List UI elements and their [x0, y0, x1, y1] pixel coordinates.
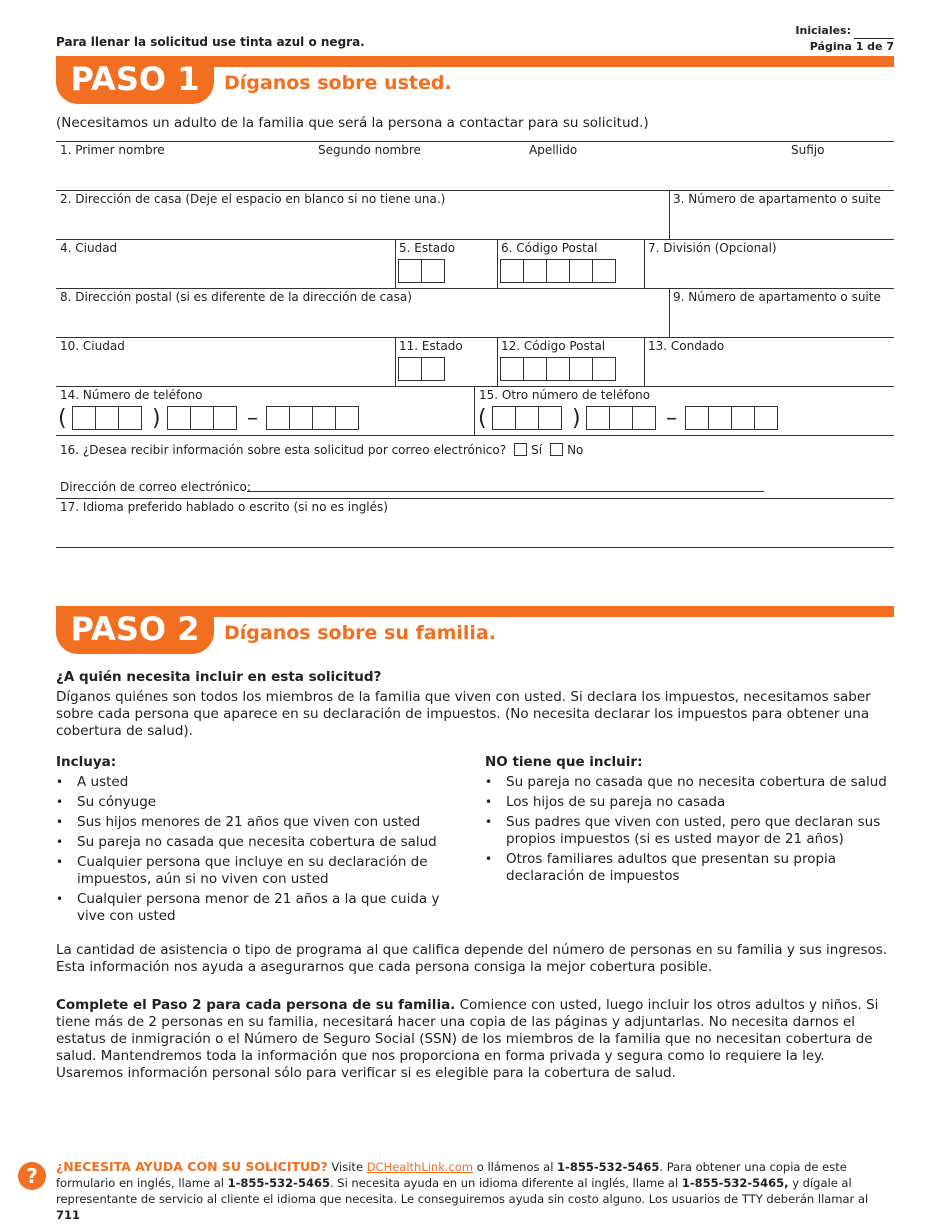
step1-intro: (Necesitamos un adulto de la familia que será la persona a contactar para su solicitud.)	[56, 115, 649, 131]
close-paren: )	[152, 406, 161, 431]
phone-number: 1-855-532-5465	[227, 1176, 330, 1190]
email-question-text: 16. ¿Desea recibir información sobre esta solicitud por correo electrónico?	[60, 443, 507, 457]
mailing-address-field[interactable]: 8. Dirección postal (si es diferente de la dirección de casa)	[60, 290, 412, 304]
list-item: • Los hijos de su pareja no casada	[485, 794, 894, 811]
phone-prefix-boxes[interactable]	[168, 406, 237, 430]
email-question	[60, 443, 583, 457]
list-item: • Sus hijos menores de 21 años que viven con usted	[56, 814, 461, 831]
step1-badge: PASO 1	[56, 56, 214, 104]
zip-label: 6. Código Postal	[501, 241, 598, 255]
state-boxes[interactable]	[399, 259, 445, 283]
other-phone-prefix-boxes[interactable]	[587, 406, 656, 430]
list-item: • Cualquier persona que incluye en su declaración de impuestos, aún si no viven con usted	[56, 854, 461, 888]
step1-title: Díganos sobre usted.	[224, 72, 452, 94]
form-instruction: Para llenar la solicitud use tinta azul o negra.	[56, 35, 365, 49]
phone-area-boxes[interactable]	[73, 406, 142, 430]
list-item: • Su cónyuge	[56, 794, 461, 811]
complete-step-text: Comience con usted, luego incluir los otros adultos y niños. Si tiene más de 2 personas en su familia, necesitará hacer una copia de las páginas y adjuntarlas. No necesita darnos el estatus de inmigración o el Número de Seguro Social (SSN) de los miembros de la familia que no necesitan cobertura de salud. Mantendremos toda la información que nos proporciona en forma privada y segura como lo requiere la ley. Usaremos información personal sólo para verificar si es elegible para la cobertura de salud.	[56, 997, 879, 1081]
row-divider	[56, 498, 894, 499]
mailing-zip-label: 12. Código Postal	[501, 339, 606, 353]
row-divider	[56, 337, 894, 338]
list-item: • Sus padres que viven con usted, pero que declaran sus propios impuestos (si es usted mayor de 21 años)	[485, 814, 894, 848]
initials-field[interactable]	[854, 23, 894, 39]
cell-divider	[395, 337, 396, 386]
suffix-field[interactable]: Sufijo	[791, 143, 825, 157]
division-field[interactable]: 7. División (Opcional)	[648, 241, 777, 255]
list-item: • Cualquier persona menor de 21 años a la que cuida y vive con usted	[56, 891, 461, 925]
include-heading: Incluya:	[56, 754, 117, 770]
state-label: 5. Estado	[399, 241, 456, 255]
list-item: • Otros familiares adultos que presentan su propia declaración de impuestos	[485, 851, 894, 885]
open-paren: (	[478, 406, 487, 431]
email-address-label: Dirección de correo electrónico:	[60, 480, 251, 494]
cell-divider	[497, 337, 498, 386]
close-paren: )	[572, 406, 581, 431]
cell-divider	[644, 239, 645, 288]
footer-text: Visite	[327, 1160, 367, 1174]
mailing-zip-boxes[interactable]	[501, 357, 616, 381]
row-divider	[56, 239, 894, 240]
complete-step-paragraph	[56, 997, 894, 1082]
phone-line-boxes[interactable]	[267, 406, 359, 430]
county-field[interactable]: 13. Condado	[648, 339, 725, 353]
list-item: • Su pareja no casada que necesita cobertura de salud	[56, 834, 461, 851]
tty-number: 711	[56, 1208, 81, 1222]
other-phone-line-boxes[interactable]	[686, 406, 778, 430]
phone-number: 1-855-532-5465	[557, 1160, 660, 1174]
row-divider	[56, 288, 894, 289]
step2-intro: Díganos quiénes son todos los miembros de la familia que viven con usted. Si declara los impuestos, necesitamos saber sobre cada persona que aparece en su declaración de impuestos. (No necesita declarar los impuestos para obtener una cobertura de salud).	[56, 689, 871, 739]
other-phone-label: 15. Otro número de teléfono	[479, 388, 651, 402]
no-label: No	[567, 443, 584, 457]
initials-label: Iniciales:	[795, 24, 851, 37]
page-number: Página 1 de 7	[809, 40, 894, 53]
footer-text: y dígale al representante de servicio al cliente el idioma que necesita. Le conseguiremos ayuda sin costo alguno. Los usuarios de TTY deberán llamar al	[56, 1176, 869, 1206]
mailing-state-boxes[interactable]	[399, 357, 445, 381]
mailing-city-field[interactable]: 10. Ciudad	[60, 339, 125, 353]
complete-step-bold: Complete el Paso 2 para cada persona de su familia.	[56, 997, 456, 1013]
exclude-column	[485, 754, 894, 888]
help-heading: ¿NECESITA AYUDA CON SU SOLICITUD?	[56, 1159, 328, 1174]
email-address-input[interactable]	[247, 491, 764, 492]
open-paren: (	[58, 406, 67, 431]
other-phone-area-boxes[interactable]	[493, 406, 562, 430]
city-field[interactable]: 4. Ciudad	[60, 241, 118, 255]
website-link[interactable]: DCHealthLink.com	[366, 1160, 474, 1174]
first-name-field[interactable]: 1. Primer nombre	[60, 143, 165, 157]
include-column	[56, 754, 461, 928]
footer-text: . Para obtener una copia de este formulario en inglés, llame al	[56, 1160, 847, 1190]
row-divider	[56, 547, 894, 548]
language-field[interactable]: 17. Idioma preferido hablado o escrito (si no es inglés)	[60, 500, 388, 514]
page-info	[795, 23, 894, 54]
cell-divider	[474, 386, 475, 435]
apartment-field[interactable]: 3. Número de apartamento o suite	[673, 192, 881, 206]
exclude-list	[485, 774, 894, 885]
cell-divider	[395, 239, 396, 288]
phone-number: 1-855-532-5465,	[681, 1176, 789, 1190]
dash: –	[247, 406, 258, 431]
step2-badge: PASO 2	[56, 606, 214, 654]
cell-divider	[644, 337, 645, 386]
yes-checkbox[interactable]	[514, 443, 527, 456]
footer-text: o llámenos al	[473, 1160, 558, 1174]
mailing-state-label: 11. Estado	[399, 339, 463, 353]
home-address-field[interactable]: 2. Dirección de casa (Deje el espacio en blanco si no tiene una.)	[60, 192, 446, 206]
footer-text: . Si necesita ayuda en un idioma diferente al inglés, llame al	[329, 1176, 682, 1190]
row-divider	[56, 190, 894, 191]
assistance-paragraph: La cantidad de asistencia o tipo de programa al que califica depende del número de personas en su familia y sus ingresos. Esta información nos ayuda a asegurarnos que cada persona consiga la mejor cobertura posible.	[56, 942, 888, 975]
exclude-heading: NO tiene que incluir:	[485, 754, 643, 770]
mailing-apartment-field[interactable]: 9. Número de apartamento o suite	[673, 290, 881, 304]
row-divider	[56, 435, 894, 436]
cell-divider	[669, 190, 670, 239]
row-divider	[56, 386, 894, 387]
row-divider	[56, 141, 894, 142]
zip-boxes[interactable]	[501, 259, 616, 283]
middle-name-field[interactable]: Segundo nombre	[318, 143, 421, 157]
dash: –	[666, 406, 677, 431]
list-item: • A usted	[56, 774, 461, 791]
question-icon: ?	[18, 1162, 46, 1190]
cell-divider	[497, 239, 498, 288]
phone-label: 14. Número de teléfono	[60, 388, 203, 402]
step2-question: ¿A quién necesita incluir en esta solicitud?	[56, 669, 382, 685]
cell-divider	[669, 288, 670, 337]
yes-label: Sí	[531, 443, 543, 457]
step2-title: Díganos sobre su familia.	[224, 622, 496, 644]
last-name-field[interactable]: Apellido	[529, 143, 578, 157]
include-list	[56, 774, 461, 925]
list-item: • Su pareja no casada que no necesita cobertura de salud	[485, 774, 894, 791]
help-footer	[56, 1159, 886, 1223]
no-checkbox[interactable]	[550, 443, 563, 456]
